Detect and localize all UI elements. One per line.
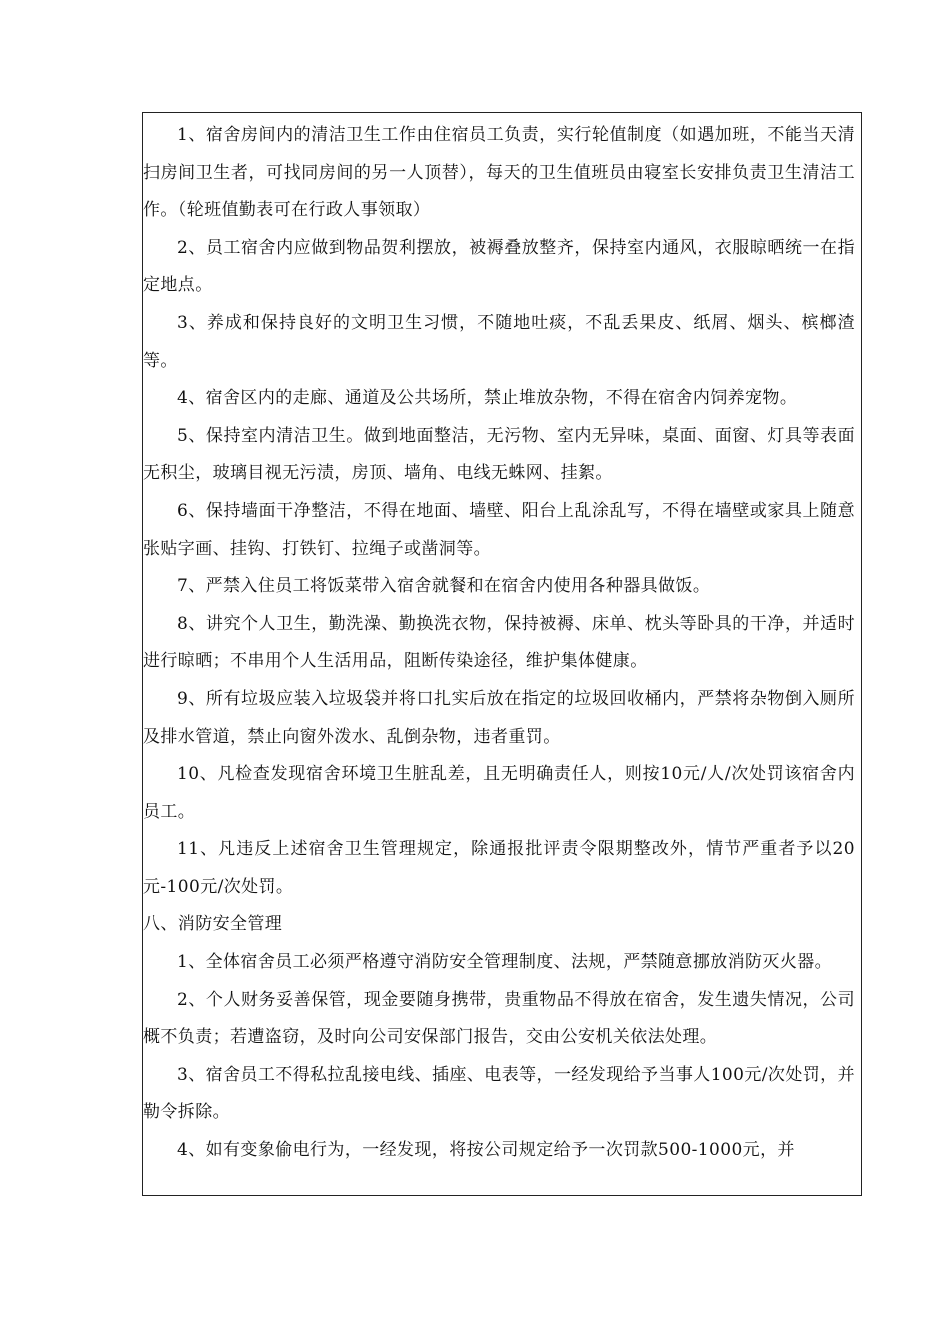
rule-paragraph-7: 7、严禁入住员工将饭菜带入宿舍就餐和在宿舍内使用各种器具做饭。 — [177, 576, 711, 597]
rule-paragraph-1: 1、宿舍房间内的清洁卫生工作由住宿员工负责，实行轮值制度（如遇加班，不能当天清扫房间卫生者，可找同房间的另一人顶替），每天的卫生值班员由寝室长安排负责卫生清洁工作。（轮班值勤表可在行政人事领取） — [143, 125, 855, 221]
rule-paragraph-10: 10、凡检查发现宿舍环境卫生脏乱差，且无明确责任人，则按10元/人/次处罚该宿舍内员工。 — [143, 764, 855, 822]
document-body — [143, 113, 861, 1170]
fire-rule-paragraph-3: 3、宿舍员工不得私拉乱接电线、插座、电表等，一经发现给予当事人100元/次处罚，并勒令拆除。 — [143, 1064, 855, 1123]
rule-paragraph-11: 11、凡违反上述宿舍卫生管理规定，除通报批评责令限期整改外，情节严重者予以20元-100元/次处罚。 — [143, 839, 855, 897]
rule-paragraph-9: 9、所有垃圾应装入垃圾袋并将口扎实后放在指定的垃圾回收桶内，严禁将杂物倒入厕所及排水管道，禁止向窗外泼水、乱倒杂物，违者重罚。 — [143, 688, 855, 747]
section-heading: 八、消防安全管理 — [143, 914, 283, 935]
fire-rule-paragraph-2: 2、个人财务妥善保管，现金要随身携带，贵重物品不得放在宿舍，发生遗失情况，公司概不负责；若遭盗窃，及时向公司安保部门报告，交由公安机关依法处理。 — [143, 989, 855, 1048]
rule-paragraph-3: 3、养成和保持良好的文明卫生习惯，不随地吐痰，不乱丢果皮、纸屑、烟头、槟榔渣等。 — [143, 312, 855, 371]
rule-paragraph-2: 2、员工宿舍内应做到物品贺利摆放，被褥叠放整齐，保持室内通风，衣服晾晒统一在指定地点。 — [143, 237, 855, 296]
fire-rule-paragraph-1: 1、全体宿舍员工必须严格遵守消防安全管理制度、法规，严禁随意挪放消防灭火器。 — [177, 952, 833, 973]
rule-paragraph-5: 5、保持室内清洁卫生。做到地面整洁，无污物、室内无异味，桌面、面窗、灯具等表面无积尘，玻璃目视无污渍，房顶、墙角、电线无蛛网、挂絮。 — [143, 425, 855, 484]
rule-paragraph-4: 4、宿舍区内的走廊、通道及公共场所，禁止堆放杂物，不得在宿舍内饲养宠物。 — [177, 388, 798, 409]
document-frame — [142, 112, 862, 1196]
fire-rule-paragraph-4: 4、如有变象偷电行为，一经发现，将按公司规定给予一次罚款500-1000元，并 — [177, 1140, 795, 1161]
rule-paragraph-6: 6、保持墙面干净整洁，不得在地面、墙壁、阳台上乱涂乱写，不得在墙壁或家具上随意张贴字画、挂钩、打铁钉、拉绳子或凿洞等。 — [143, 500, 855, 559]
rule-paragraph-8: 8、讲究个人卫生，勤洗澡、勤换洗衣物，保持被褥、床单、枕头等卧具的干净，并适时进行晾晒；不串用个人生活用品，阻断传染途径，维护集体健康。 — [143, 613, 855, 672]
